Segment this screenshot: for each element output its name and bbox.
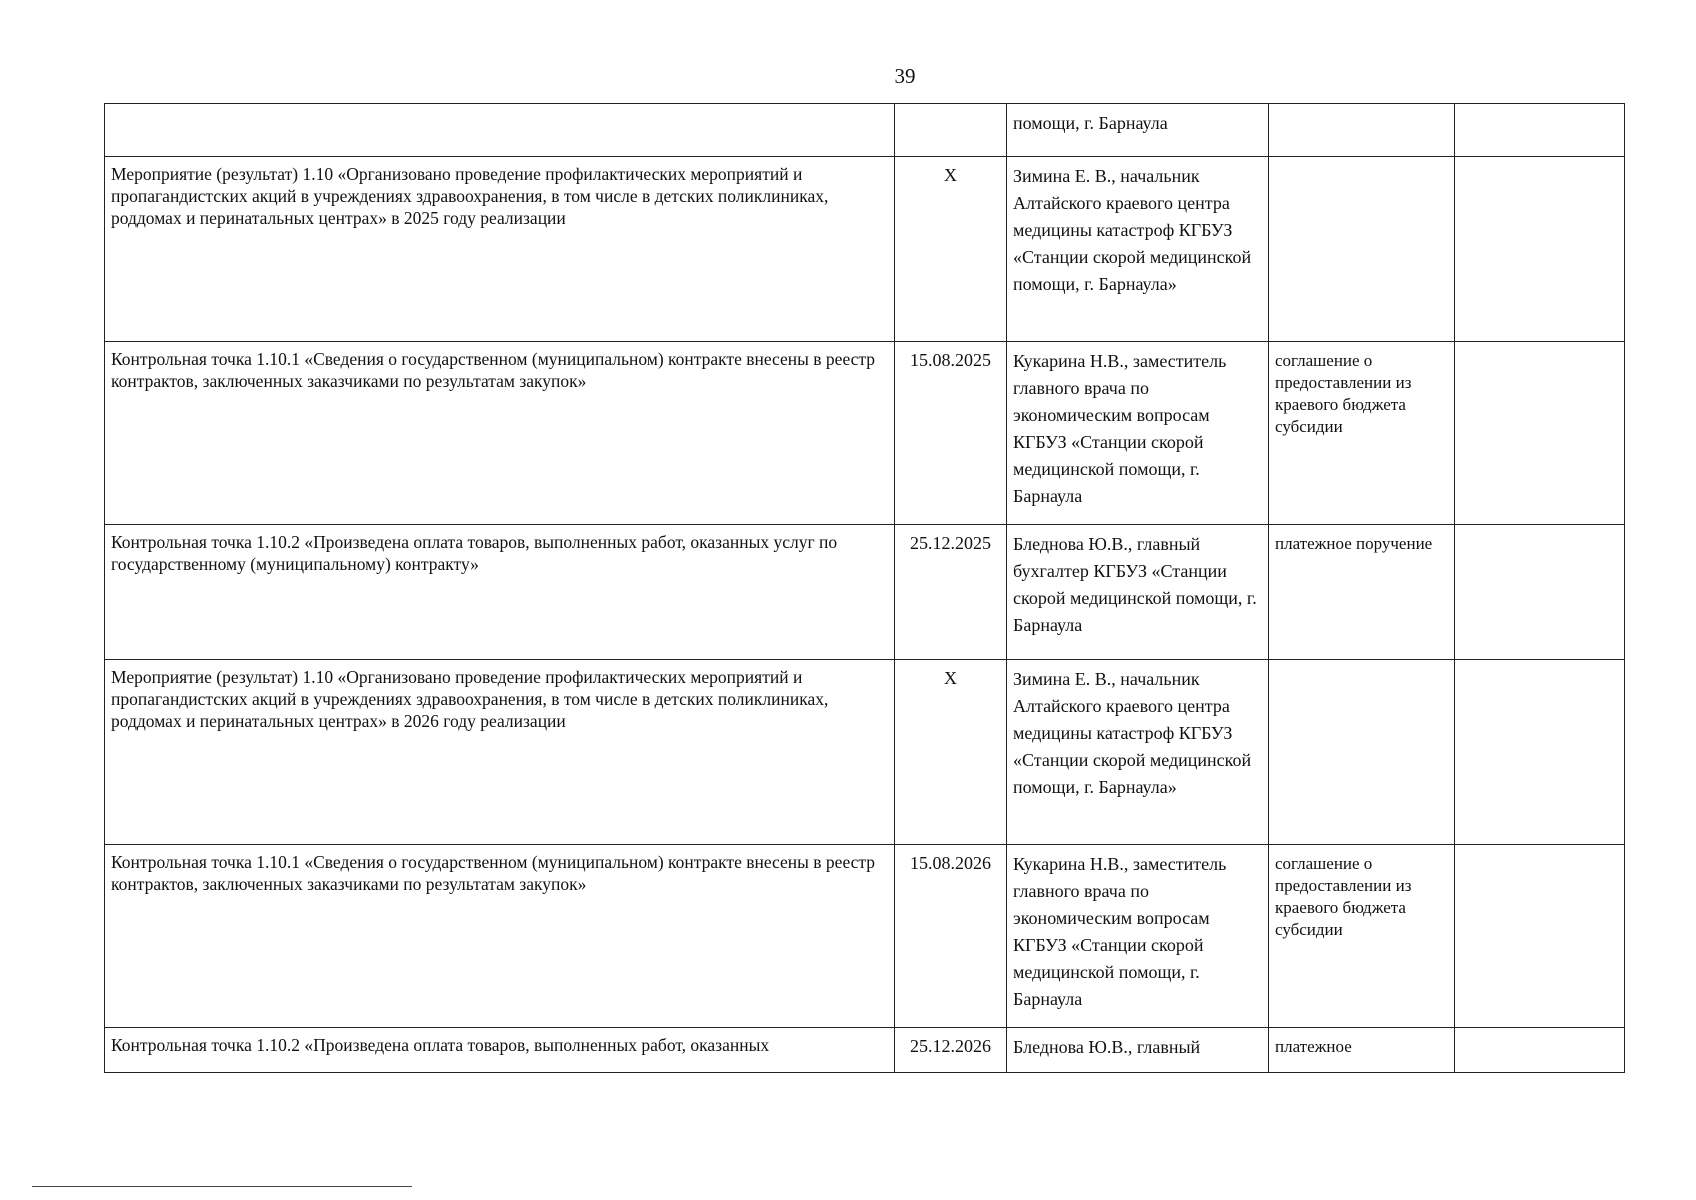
row-description: Контрольная точка 1.10.2 «Произведена оплата товаров, выполненных работ, оказанных услуг по государственному (муниципальному) контракту» [105, 525, 895, 660]
table-row [105, 157, 1625, 342]
row-description: Мероприятие (результат) 1.10 «Организовано проведение профилактических мероприятий и пропагандистских акций в учреждениях здравоохранения, в том числе в детских поликлиниках, роддомах и перинатальных центрах» в 2026 году реализации [105, 660, 895, 845]
row-date: 25.12.2026 [895, 1028, 1007, 1073]
row-description: Мероприятие (результат) 1.10 «Организовано проведение профилактических мероприятий и пропагандистских акций в учреждениях здравоохранения, в том числе в детских поликлиниках, роддомах и перинатальных центрах» в 2025 году реализации [105, 157, 895, 342]
row-document [1269, 660, 1455, 845]
row-date [895, 104, 1007, 157]
row-document: соглашение о предоставлении из краевого бюджета субсидии [1269, 342, 1455, 525]
row-note [1455, 660, 1625, 845]
row-document: соглашение о предоставлении из краевого бюджета субсидии [1269, 845, 1455, 1028]
row-document: платежное [1269, 1028, 1455, 1073]
table-row [105, 660, 1625, 845]
row-description [105, 104, 895, 157]
row-document [1269, 157, 1455, 342]
row-note [1455, 845, 1625, 1028]
row-date: Х [895, 157, 1007, 342]
row-date: 15.08.2026 [895, 845, 1007, 1028]
row-note [1455, 1028, 1625, 1073]
row-responsible: Кукарина Н.В., заместитель главного врача по экономическим вопросам КГБУЗ «Станции скорой медицинской помощи, г. Барнаула [1007, 845, 1269, 1028]
row-responsible: Зимина Е. В., начальник Алтайского краевого центра медицины катастроф КГБУЗ «Станции скорой медицинской помощи, г. Барнаула» [1007, 157, 1269, 342]
row-note [1455, 157, 1625, 342]
page-number: 39 [894, 64, 916, 88]
table-row [105, 342, 1625, 525]
row-date: Х [895, 660, 1007, 845]
table-row [105, 1028, 1625, 1073]
row-date: 25.12.2025 [895, 525, 1007, 660]
row-responsible: помощи, г. Барнаула [1007, 104, 1269, 157]
row-document: платежное поручение [1269, 525, 1455, 660]
row-document [1269, 104, 1455, 157]
table-row [105, 845, 1625, 1028]
row-responsible: Кукарина Н.В., заместитель главного врача по экономическим вопросам КГБУЗ «Станции скорой медицинской помощи, г. Барнаула [1007, 342, 1269, 525]
row-responsible: Зимина Е. В., начальник Алтайского краевого центра медицины катастроф КГБУЗ «Станции скорой медицинской помощи, г. Барнаула» [1007, 660, 1269, 845]
row-date: 15.08.2025 [895, 342, 1007, 525]
row-description: Контрольная точка 1.10.1 «Сведения о государственном (муниципальном) контракте внесены в реестр контрактов, заключенных заказчиками по результатам закупок» [105, 342, 895, 525]
row-description: Контрольная точка 1.10.1 «Сведения о государственном (муниципальном) контракте внесены в реестр контрактов, заключенных заказчиками по результатам закупок» [105, 845, 895, 1028]
table-row [105, 525, 1625, 660]
row-description: Контрольная точка 1.10.2 «Произведена оплата товаров, выполненных работ, оказанных [105, 1028, 895, 1073]
footer-divider [32, 1186, 412, 1187]
plan-table [104, 103, 1625, 1073]
row-responsible: Бледнова Ю.В., главный бухгалтер КГБУЗ «Станции скорой медицинской помощи, г. Барнаула [1007, 525, 1269, 660]
row-note [1455, 342, 1625, 525]
row-note [1455, 525, 1625, 660]
row-responsible: Бледнова Ю.В., главный [1007, 1028, 1269, 1073]
table-row [105, 104, 1625, 157]
row-note [1455, 104, 1625, 157]
